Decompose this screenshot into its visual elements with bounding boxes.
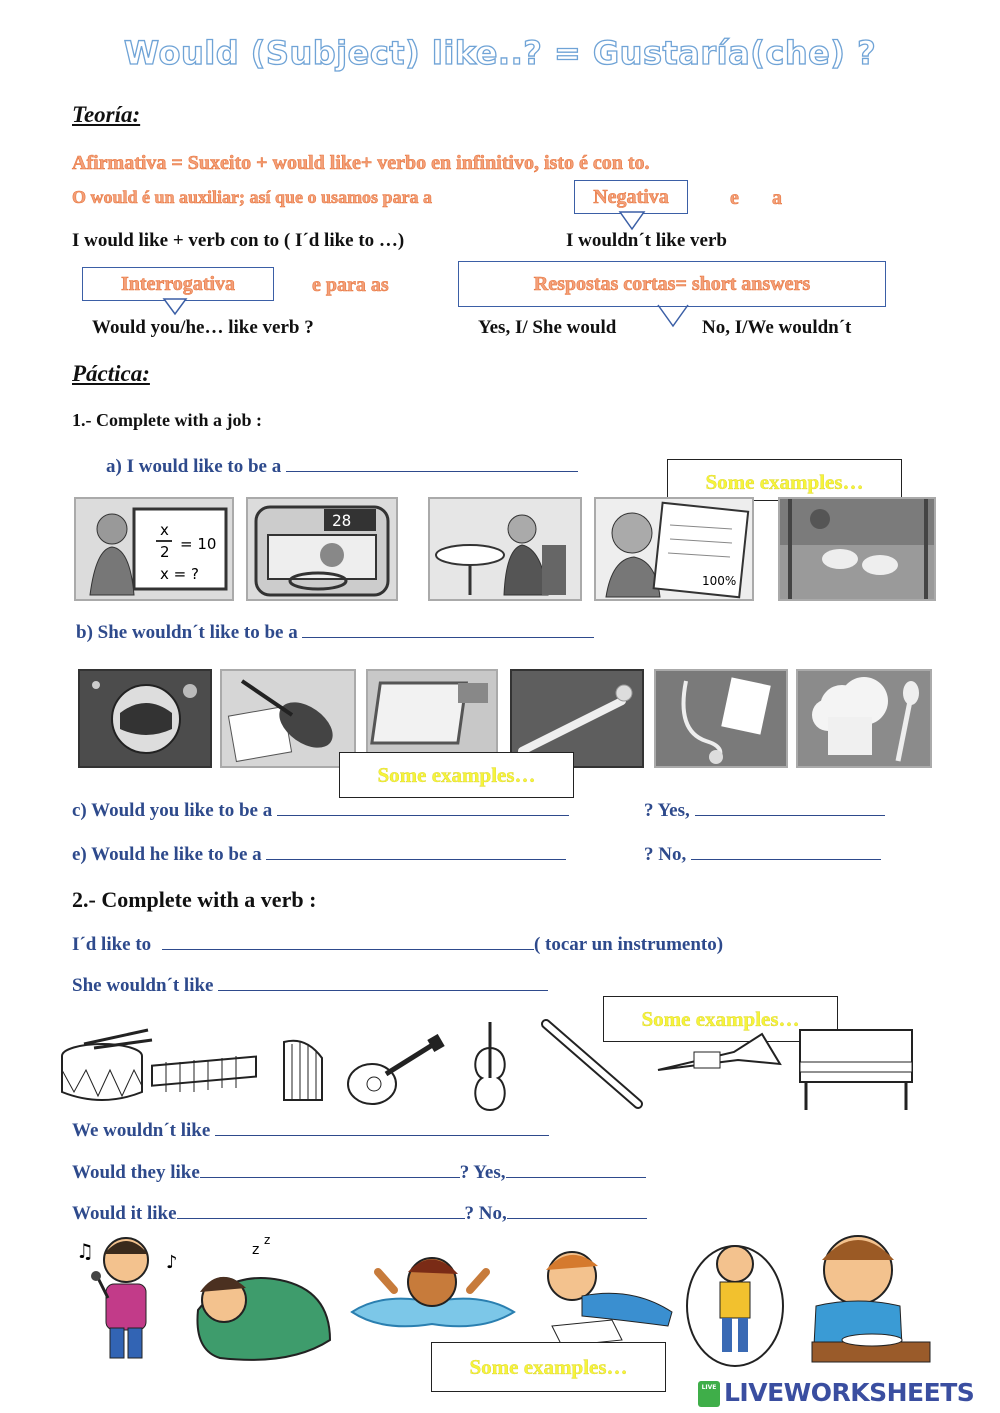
exercise-2-3-prompt: We wouldn´t like [72, 1120, 211, 1141]
math-text-4: x = ? [160, 565, 199, 583]
student-icon [596, 499, 752, 599]
answer-blank[interactable] [215, 1119, 549, 1136]
violin-image [220, 669, 356, 768]
piano-icon [796, 1026, 916, 1114]
singing-boy-icon [70, 1228, 188, 1368]
sleeping-girl-icon [190, 1230, 338, 1368]
short-answers-box [458, 261, 886, 307]
answer-blank[interactable] [200, 1161, 460, 1178]
exercise-2-4-prompt: Would they like [72, 1162, 200, 1183]
reading-boy-icon [522, 1236, 682, 1352]
sleep-z: z [252, 1242, 260, 1258]
chef-image [796, 669, 932, 768]
down-arrow-icon [618, 211, 646, 231]
waiter-icon [430, 499, 580, 599]
examples-box [667, 459, 902, 501]
paper-score: 100% [702, 574, 737, 588]
no-example: No, I/We wouldn´t [702, 317, 852, 338]
down-arrow-icon [656, 304, 690, 328]
skipping-boy-icon [680, 1232, 790, 1370]
interrogativa-label: Interrogativa [120, 273, 236, 295]
exercise-1b-prompt: b) She wouldn´t like to be a [76, 622, 298, 643]
question-example: Would you/he… like verb ? [92, 317, 314, 338]
conj-e: e [730, 187, 739, 209]
answer-blank[interactable] [506, 1161, 646, 1178]
exercise2-title: 2.- Complete with a verb : [72, 887, 317, 912]
chef-hat-icon [798, 671, 930, 766]
answer-blank[interactable] [507, 1202, 647, 1219]
exercise-1c-prompt: c) Would you like to be a [72, 800, 273, 821]
astronaut-helmet-icon [80, 671, 210, 766]
yes-example: Yes, I/ She would [478, 317, 617, 338]
short-answers-label: Respostas cortas= short answers [533, 273, 811, 295]
answer-blank[interactable] [266, 843, 566, 860]
affirmative-example: I would like + verb con to ( I´d like to …) [72, 230, 405, 251]
examples-label: Some examples… [705, 470, 864, 494]
examples-label: Some examples… [377, 763, 536, 787]
eating-boy-icon [792, 1226, 938, 1366]
teacher-image [74, 497, 234, 601]
trumpet-icon [654, 1030, 788, 1080]
sleep-z: z [264, 1233, 271, 1247]
answer-blank[interactable] [162, 933, 534, 950]
down-arrow-icon [162, 298, 188, 316]
exercise-1c-answer-prompt: ? Yes, [644, 800, 690, 821]
exercise-2-5 [72, 1202, 647, 1225]
exercise-1a-prompt: a) I would like to be a [106, 456, 282, 477]
affirmative-rule: Afirmativa = Suxeito + would like+ verbo en infinitivo, isto é con to. [72, 152, 650, 174]
exercise-1e-answer-prompt: ? No, [644, 844, 687, 865]
stethoscope-icon [656, 671, 786, 766]
brand-name: LIVEWORKSHEETS [724, 1378, 975, 1407]
conj-a: a [772, 187, 782, 209]
doctor-image [654, 669, 788, 768]
exercise-2-5-prompt: Would it like [72, 1203, 177, 1224]
answer-blank[interactable] [277, 799, 569, 816]
exercise-1c-answer [644, 799, 885, 822]
exercise-2-3 [72, 1119, 549, 1142]
exercise-1a [106, 455, 578, 478]
farmer-image [778, 497, 936, 601]
exercise-2-2-prompt: She wouldn´t like [72, 975, 214, 996]
practice-heading: Páctica: [72, 361, 150, 386]
exercise-2-1 [72, 933, 723, 956]
negativa-label: Negativa [593, 186, 669, 208]
teacher-icon [76, 499, 232, 599]
logo-badge: LIVE [698, 1381, 720, 1407]
negativa-box [574, 180, 688, 214]
exercise-1e [72, 843, 566, 866]
answer-blank[interactable] [691, 843, 881, 860]
astronaut-image [78, 669, 212, 768]
bus-driver-image [246, 497, 398, 601]
xylophone-icon [148, 1054, 260, 1096]
music-note: ♪ [166, 1252, 178, 1273]
swimming-boy-icon [342, 1232, 522, 1342]
exercise-2-4 [72, 1161, 646, 1184]
instrument-hint: ( tocar un instrumento) [533, 934, 724, 955]
exercise-2-1-prompt: I´d like to [72, 934, 152, 955]
violin-icon [466, 1018, 514, 1114]
exercise-2-2 [72, 974, 548, 997]
scoreboard-text: 28 [332, 511, 352, 530]
music-note: ♫ [76, 1239, 94, 1263]
harp-icon [276, 1034, 328, 1104]
exercise-1b [76, 621, 594, 644]
answer-blank[interactable] [286, 455, 578, 472]
examples-label: Some examples… [469, 1355, 628, 1379]
exercise-1e-prompt: e) Would he like to be a [72, 844, 262, 865]
math-text-2: 2 [160, 543, 170, 561]
exercise-2-5-answer-prompt: ? No, [464, 1203, 507, 1224]
liveworksheets-logo[interactable] [698, 1378, 994, 1410]
negative-example: I wouldn´t like verb [566, 230, 727, 251]
answer-blank[interactable] [302, 621, 594, 638]
theory-heading: Teoría: [72, 102, 141, 127]
exercise-1e-answer [644, 843, 881, 866]
guitar-icon [342, 1034, 446, 1112]
exercise-2-4-answer-prompt: ? Yes, [459, 1162, 506, 1183]
exercise-1c [72, 799, 569, 822]
math-text-1: x [160, 521, 169, 539]
answer-blank[interactable] [695, 799, 885, 816]
examples-box [339, 752, 574, 798]
violin-icon [222, 671, 354, 766]
answer-blank[interactable] [218, 974, 548, 991]
examples-label: Some examples… [641, 1007, 800, 1031]
math-text-3: = 10 [180, 535, 217, 553]
answer-blank[interactable] [177, 1202, 465, 1219]
examples-box [431, 1342, 666, 1392]
drum-icon [54, 1026, 154, 1110]
farmer-icon [780, 499, 934, 599]
auxiliary-rule: O would é un auxiliar; así que o usamos para a [72, 187, 433, 207]
bus-driver-icon [248, 499, 396, 599]
student-image [594, 497, 754, 601]
exercise1-title: 1.- Complete with a job : [72, 410, 262, 430]
recorder-icon [538, 1018, 648, 1110]
worksheet-title: Would (Subject) like..? = Gustaría(che) ? [123, 34, 877, 72]
waiter-image [428, 497, 582, 601]
e-para-as: e para as [312, 274, 389, 296]
interrogativa-box [82, 267, 274, 301]
